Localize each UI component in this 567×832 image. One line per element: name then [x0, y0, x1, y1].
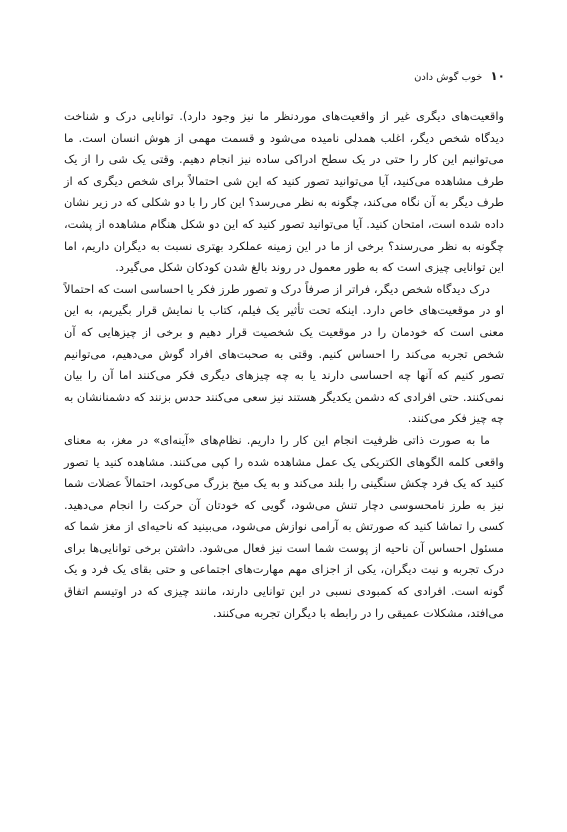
page-number: ۱۰ — [490, 69, 505, 83]
paragraph-3: ما به صورت ذاتی ظرفیت انجام این کار را داریم. نظام‌های «آینه‌ای» در مغز، به معنای واقعی کلمه الگوهای الکتریکی یک عمل مشاهده شده را کپی می‌کنند. مشاهده کنید یا تصور کنید که یک فرد چکش سنگینی را بلند می‌کند و به یک میخ بزرگ می‌کوبد، احتمالاً عضلات شما نیز به طرز نامحسوسی دچار تنش می‌شود، گویی که خودتان آن حرکت را انجام می‌دهید. کسی را تماشا کنید که صورتش به آرامی نوازش می‌شود، می‌بینید که ناحیه‌ای از مغز شما که مسئول احساس آن ناحیه از پوست شما است نیز فعال می‌شود. داشتن برخی توانایی‌ها برای درک تجربه و نیت دیگران، یکی از اجزای مهم مهارت‌های اجتماعی و حتی بقای یک فرد و یک گونه است. افرادی که کمبودی نسبی در این توانایی دارند، مانند چیزی که در اوتیسم اتفاق می‌افتد، مشکلات عمیقی را در رابطه با دیگران تجربه می‌کنند. — [64, 432, 504, 620]
page-header — [414, 69, 505, 83]
paragraph-1: واقعیت‌های دیگری غیر از واقعیت‌های موردنظر ما نیز وجود دارد). توانایی درک و شناخت دیدگاه شخص دیگر، اغلب همدلی نامیده می‌شود و قسمت مهمی از هوش انسان است. ما می‌توانیم این کار را حتی در یک سطح ادراکی ساده نیز انجام دهیم. وقتی یک شی را از یک طرف مشاهده می‌کنید، آیا می‌توانید تصور کنید که این شی احتمالاً برای شخص دیگری که از طرف دیگر به آن نگاه می‌کند، چگونه به نظر می‌رسد؟ این کار را با دو شکلی که در زیر نشان داده شده است، امتحان کنید. آیا می‌توانید تصور کنید که این دو شکل هنگام مشاهده از پشت، چگونه به نظر می‌رسند؟ برخی از ما در این زمینه عملکرد بهتری نسبت به دیگران داریم، اما این توانایی چیزی است که به طور معمول در روند بالغ شدن کودکان شکل می‌گیرد. — [64, 109, 504, 275]
body-text — [64, 106, 504, 624]
running-title: خوب گوش دادن — [414, 72, 483, 83]
paragraph-2: درک دیدگاه شخص دیگر، فراتر از صرفاً درک و تصور طرز فکر یا احساسی است که احتمالاً او در موقعیت‌های خاص دارد. اینکه تحت تأثیر یک فیلم، کتاب یا نمایش قرار بگیریم، به این معنی است که خودمان را در موقعیت یک شخصیت قرار دهیم و برخی از چیزهایی که آن شخص تجربه می‌کند را احساس کنیم. وقتی به صحبت‌های افراد گوش می‌دهیم، می‌توانیم تصور کنیم که آنها چه احساسی دارند یا به چه چیزهای دیگری فکر می‌کنند اما آن را بیان نمی‌کنند. حتی افرادی که دشمن یکدیگر هستند نیز سعی می‌کنند حدس بزنند که دشمنانشان به چه چیز فکر می‌کنند. — [64, 281, 504, 426]
